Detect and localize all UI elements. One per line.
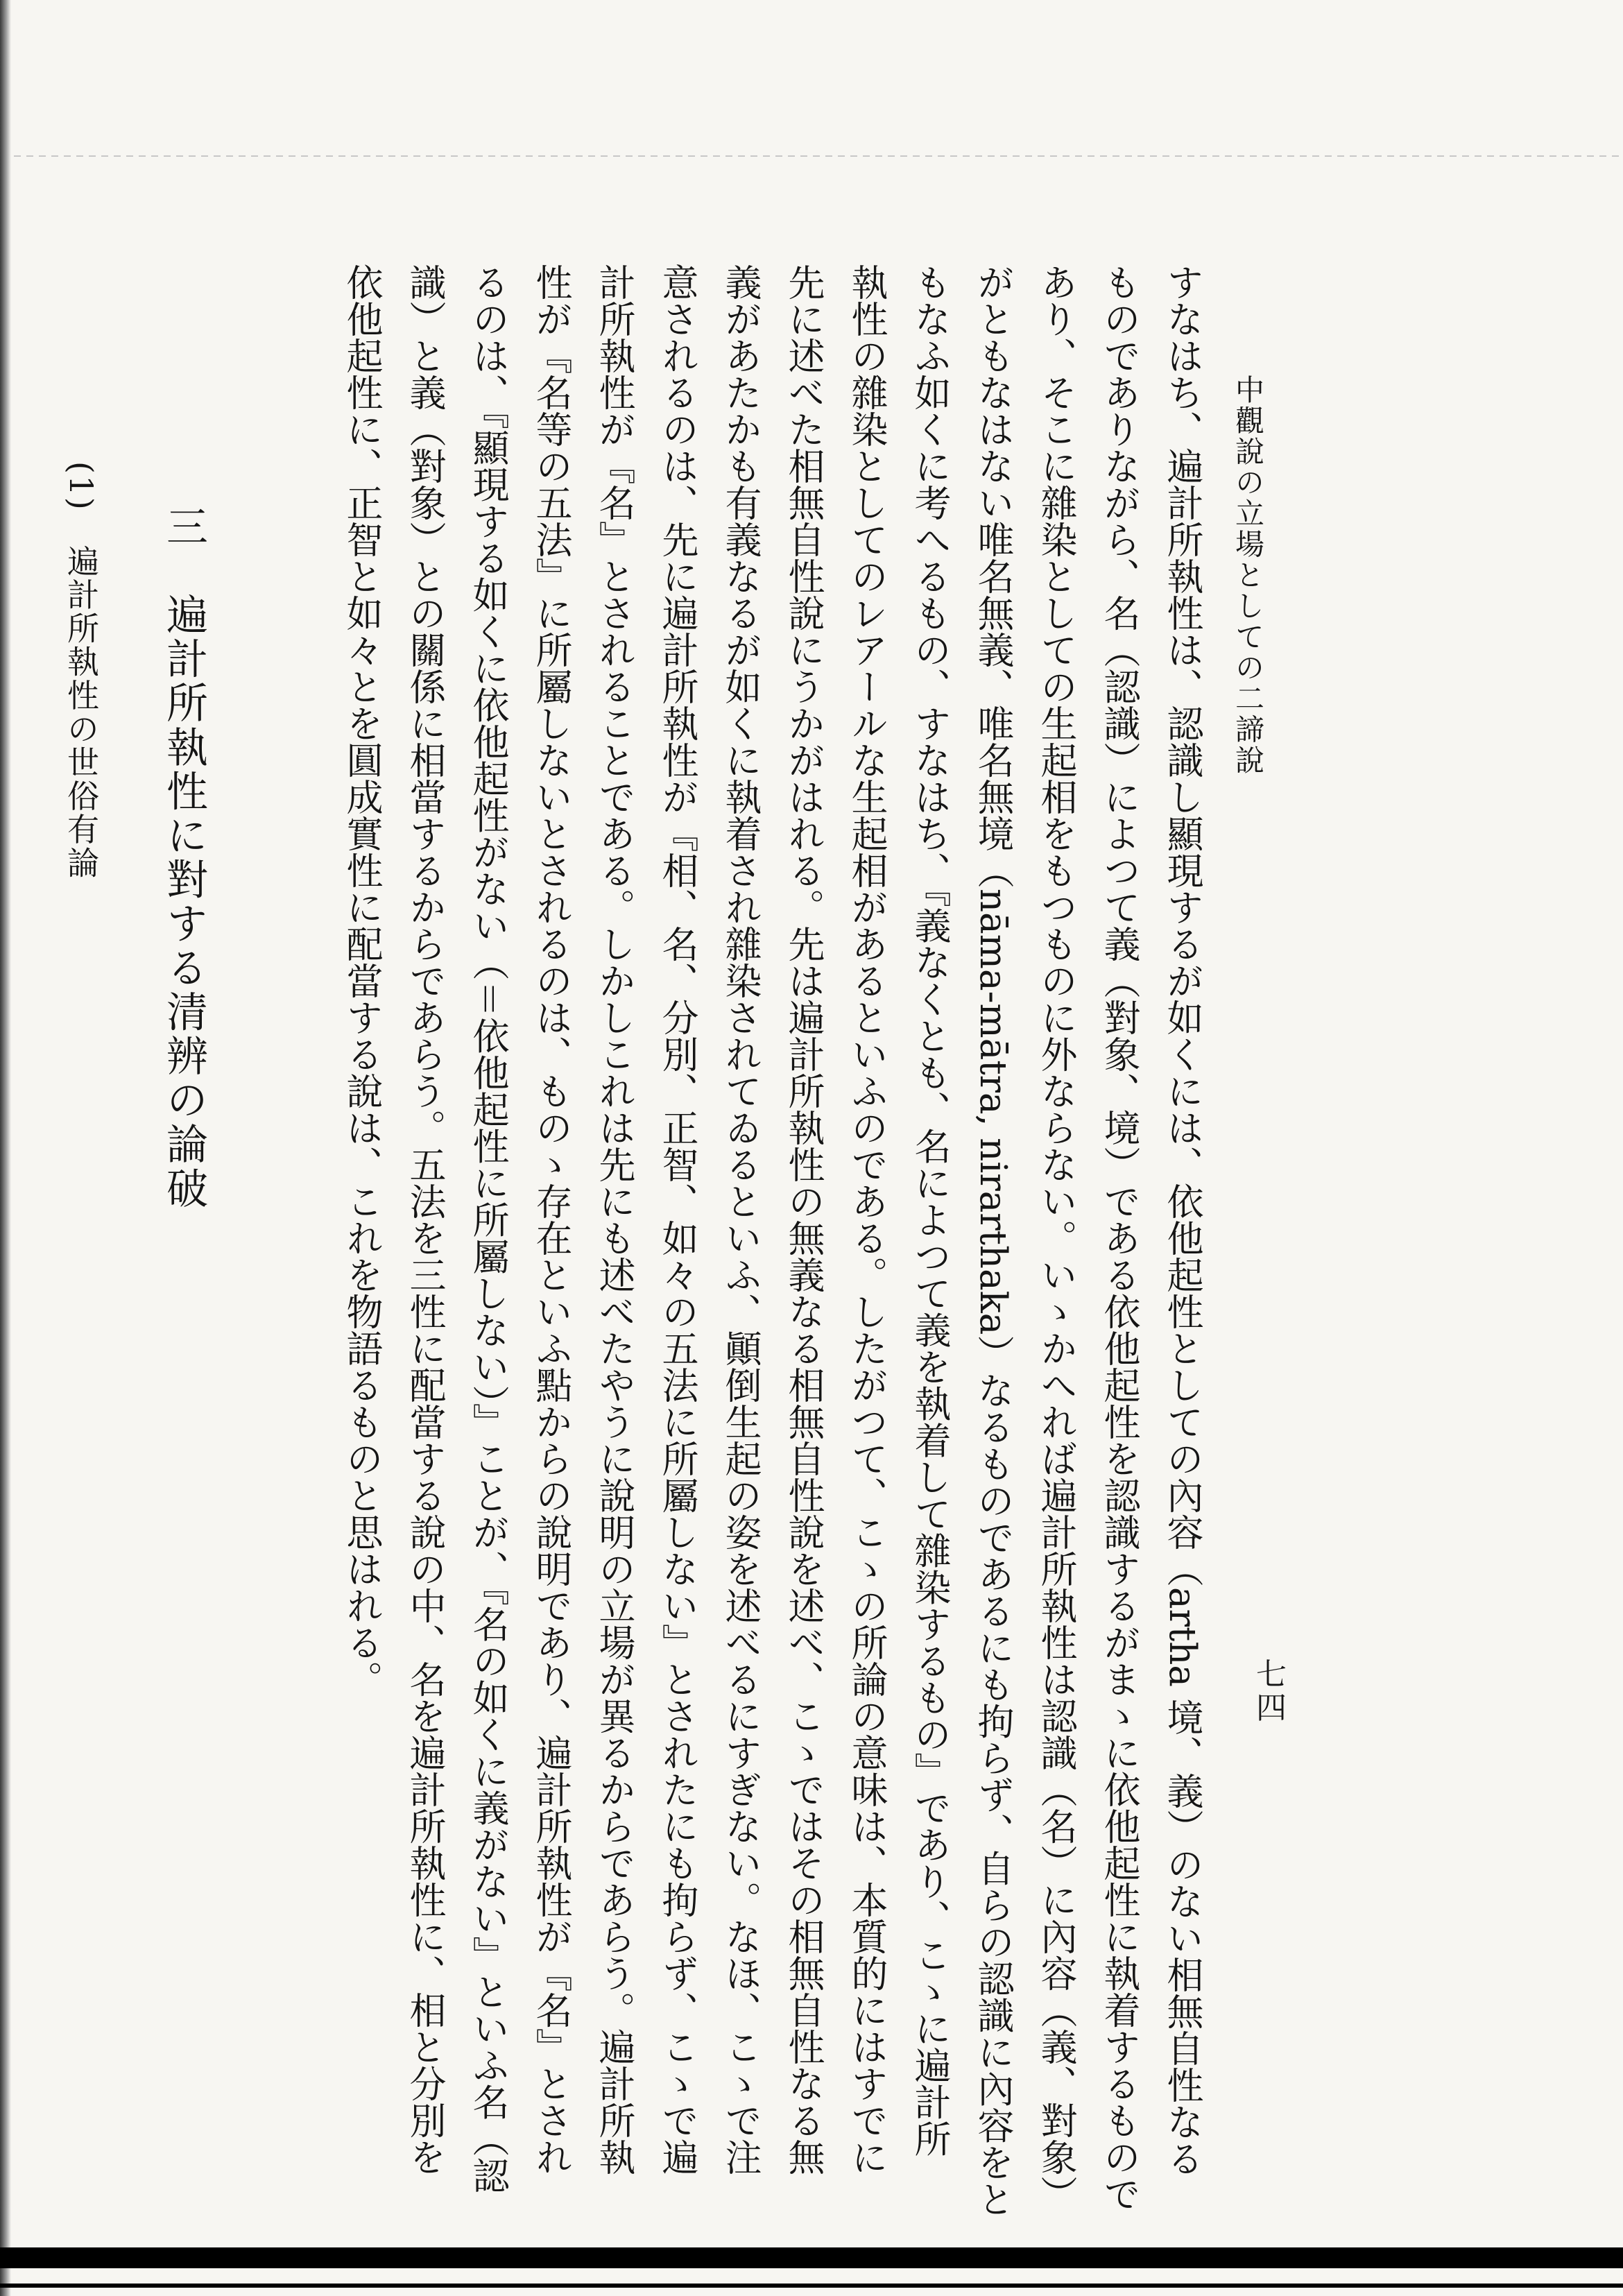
body-line: がともなはない唯名無義、唯名無境（nāma-mātra, nirarthaka）なるものであるにも拘らず、自らの認識に內容をと: [972, 264, 1014, 2218]
body-line: 計所執性が『名』とされることである。しかしこれは先にも述べたやうに說明の立場が異るからであらう。遍計所執: [593, 264, 635, 2175]
body-line: すなはち、遍計所執性は、認識し顯現するが如くには、依他起性としての內容（artha 境、義）のない相無自性なる: [1161, 264, 1203, 2177]
scan-edge: [0, 0, 11, 2296]
body-line: 先に述べた相無自性說にうかがはれる。先は遍計所執性の無義なる相無自性說を述べ、こゝではその相無自性なる無: [782, 264, 825, 2175]
body-line: もなふ如くに考へるもの、すなはち、『義なくとも、名によつて義を執着して雜染するもの』であり、こゝに遍計所: [909, 264, 951, 2157]
scan-bottom-bar: [0, 2247, 1623, 2268]
body-line: ものでありながら、名（認識）によつて義（對象、境）である依他起性を認識するがまゝに依他起性に執着するもので: [1098, 264, 1140, 2212]
body-line: 義があたかも有義なるが如くに執着され雜染されてゐるといふ、顚倒生起の姿を述べるにすぎない。なほ、こゝで注: [719, 264, 762, 2175]
page-number: 七四: [1251, 1658, 1286, 1725]
scan-artifact-line: [14, 155, 1623, 157]
section-heading: 三 遍計所執性に對する清辨の論破: [160, 505, 208, 1211]
body-line: 執性の雜染としてのレアールな生起相があるといふのである。したがつて、こゝの所論の意味は、本質的にはすでに: [845, 264, 888, 2175]
subsection-heading: (1) 遍計所執性の世俗有論: [62, 461, 100, 880]
body-line: あり、そこに雜染としての生起相をもつものに外ならない。いゝかへれば遍計所執性は認識（名）に內容（義、對象）: [1035, 264, 1077, 2212]
body-line: 識）と義（對象）との關係に相當するからであらう。五法を三性に配當する說の中、名を遍計所執性に、相と分別を: [404, 264, 446, 2175]
body-line: 意されるのは、先に遍計所執性が『相、名、分別、正智、如々の五法に所屬しない』とされたにも拘らず、こゝで遍: [656, 264, 698, 2175]
body-line: るのは、『顯現する如くに依他起性がない（＝依他起性に所屬しない）』ことが、『名の如くに義がない』といふ名（認: [467, 264, 509, 2194]
body-text: [257, 264, 1214, 2218]
body-line: 依他起性に、正智と如々とを圓成實性に配當する說は、これを物語るものと思はれる。: [341, 264, 383, 1697]
body-line: 性が『名等の五法』に所屬しないとされるのは、ものゝ存在といふ點からの說明であり、遍計所執性が『名』とされ: [530, 264, 572, 2175]
scan-bottom-rule: [0, 2284, 1623, 2288]
running-head: 中觀說の立場としての二諦說: [1231, 375, 1265, 776]
